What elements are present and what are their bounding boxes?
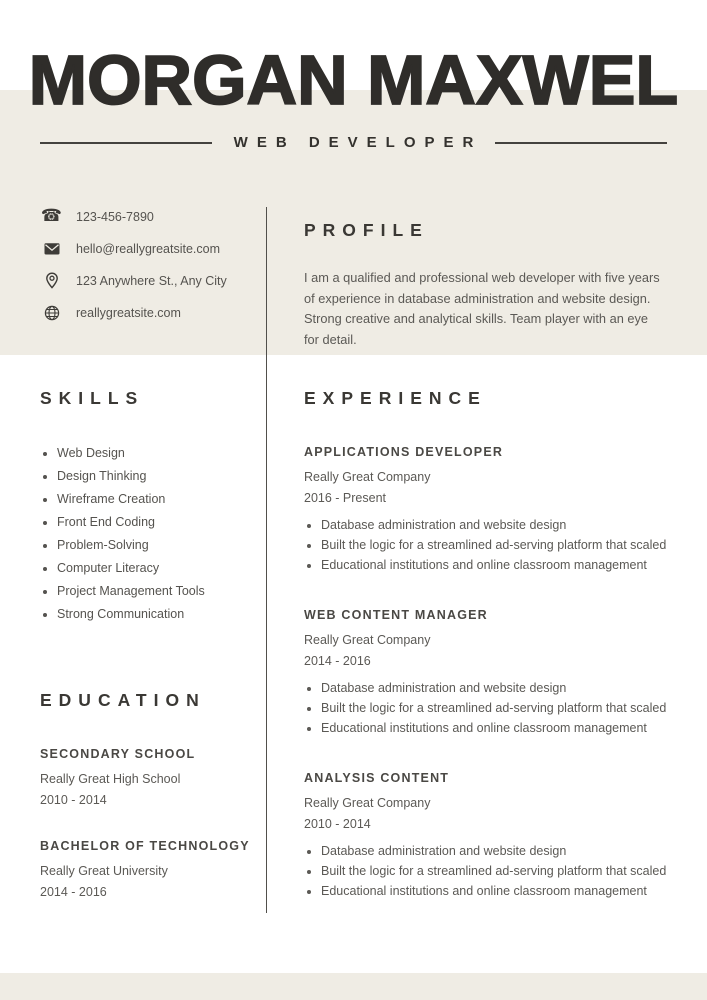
education-heading: EDUCATION — [40, 690, 206, 710]
job-bullet: • Database administration and website design — [321, 678, 669, 698]
globe-icon — [42, 305, 61, 321]
contact-row-website — [42, 304, 227, 321]
job-company: Really Great Company — [304, 796, 431, 810]
website-url: reallygreatsite.com — [76, 305, 181, 320]
contact-row-location — [42, 272, 227, 289]
education-entry — [40, 746, 268, 811]
skill-item: • Problem-Solving — [57, 534, 258, 557]
job-entry — [304, 607, 669, 738]
job-bullet: • Educational institutions and online classroom management — [321, 555, 669, 575]
skill-item: • Project Management Tools — [57, 580, 258, 603]
profile-summary: I am a qualified and professional web developer with five years of experience in database administration and website design. Strong creative and analytical skills. Team player with an eye for detail. — [304, 270, 660, 347]
skills-list — [40, 442, 258, 626]
email-icon — [42, 242, 61, 256]
contact-row-phone — [42, 208, 227, 225]
job-title-text: WEB CONTENT MANAGER — [304, 608, 488, 622]
job-bullet: • Educational institutions and online classroom management — [321, 881, 669, 901]
job-period: 2016 - Present — [304, 491, 386, 505]
education-entry — [40, 838, 268, 903]
skills-heading: SKILLS — [40, 388, 145, 408]
skill-item: • Web Design — [57, 442, 258, 465]
job-bullet: • Built the logic for a streamlined ad-serving platform that scaled — [321, 698, 669, 718]
skill-item: • Front End Coding — [57, 511, 258, 534]
job-bullet: • Educational institutions and online classroom management — [321, 718, 669, 738]
job-title-text: ANALYSIS CONTENT — [304, 771, 450, 785]
left-rule — [40, 142, 212, 144]
right-rule — [495, 142, 667, 144]
skills-section — [40, 388, 258, 626]
job-title-text: APPLICATIONS DEVELOPER — [304, 445, 504, 459]
job-title: WEB DEVELOPER — [233, 134, 483, 151]
education-section — [40, 690, 268, 903]
skill-item: • Design Thinking — [57, 465, 258, 488]
profile-heading: PROFILE — [304, 220, 429, 240]
contact-section — [42, 208, 227, 321]
job-bullet: • Built the logic for a streamlined ad-serving platform that scaled — [321, 861, 669, 881]
footer-beige-band — [0, 973, 707, 1000]
education-school: Really Great University — [40, 864, 168, 878]
job-period: 2010 - 2014 — [304, 817, 371, 831]
job-bullet: • Database administration and website design — [321, 515, 669, 535]
job-bullet: • Built the logic for a streamlined ad-serving platform that scaled — [321, 535, 669, 555]
experience-heading: EXPERIENCE — [304, 388, 487, 408]
education-years: 2010 - 2014 — [40, 793, 107, 807]
skill-item: • Computer Literacy — [57, 557, 258, 580]
street-address: 123 Anywhere St., Any City — [76, 273, 227, 288]
profile-section — [304, 220, 666, 350]
job-bullet: • Database administration and website design — [321, 841, 669, 861]
job-bullet-list — [304, 841, 669, 901]
skill-item: • Strong Communication — [57, 603, 258, 626]
education-degree: BACHELOR OF TECHNOLOGY — [40, 839, 250, 853]
job-title-row — [40, 134, 667, 151]
job-bullet-list — [304, 515, 669, 575]
location-icon — [42, 272, 61, 289]
experience-section — [304, 388, 669, 901]
job-company: Really Great Company — [304, 470, 431, 484]
job-entry — [304, 444, 669, 575]
job-entry — [304, 770, 669, 901]
phone-number: 123-456-7890 — [76, 209, 154, 224]
education-degree: SECONDARY SCHOOL — [40, 747, 196, 761]
phone-icon: ☎ — [40, 206, 63, 226]
job-bullet-list — [304, 678, 669, 738]
education-school: Really Great High School — [40, 772, 181, 786]
skill-item: • Wireframe Creation — [57, 488, 258, 511]
contact-row-email — [42, 240, 227, 257]
person-name: MORGAN MAXWEL — [28, 41, 679, 119]
job-period: 2014 - 2016 — [304, 654, 371, 668]
job-company: Really Great Company — [304, 633, 431, 647]
education-years: 2014 - 2016 — [40, 885, 107, 899]
email-address: hello@reallygreatsite.com — [76, 241, 221, 256]
